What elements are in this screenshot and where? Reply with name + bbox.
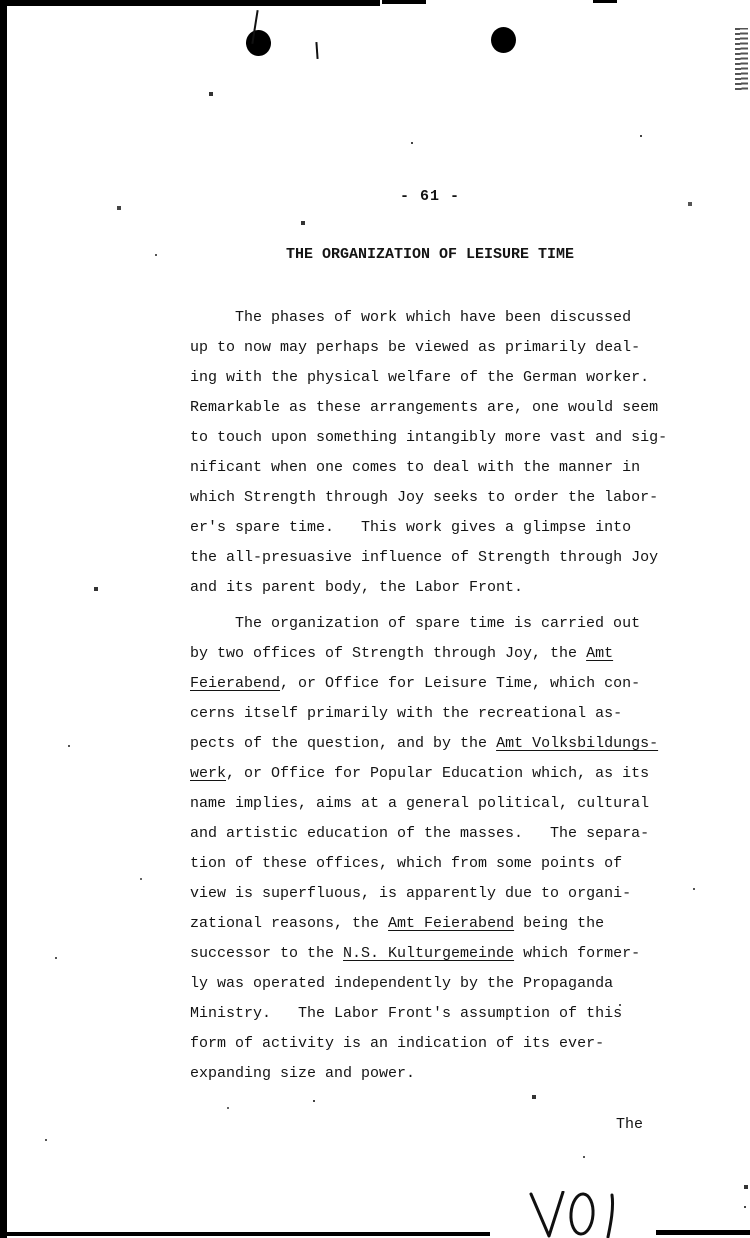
text-line: Remarkable as these arrangements are, one would seem <box>190 399 659 416</box>
top-edge-scan-bar <box>0 0 380 6</box>
text-line: view is superfluous, is apparently due to organi- <box>190 885 632 902</box>
text-line: the all-presuasive influence of Strength through Joy <box>190 549 659 566</box>
handwritten-mark <box>524 1191 646 1238</box>
text-line: successor to the N.S. Kulturgemeinde which former- <box>190 945 641 962</box>
text-line: tion of these offices, which from some points of <box>190 855 623 872</box>
right-edge-smudge <box>735 28 748 92</box>
text-line: up to now may perhaps be viewed as primarily deal- <box>190 339 641 356</box>
hole-punch-right <box>491 27 516 53</box>
text-line: name implies, aims at a general political, cultural <box>190 795 650 812</box>
paragraph <box>190 303 690 603</box>
text-line: zational reasons, the Amt Feierabend being the <box>190 915 605 932</box>
page-number: - 61 - <box>399 188 460 205</box>
text-line: ly was operated independently by the Propaganda <box>190 975 614 992</box>
text-line: ing with the physical welfare of the German worker. <box>190 369 650 386</box>
text-line: by two offices of Strength through Joy, the Amt <box>190 645 614 662</box>
catchword: The <box>616 1116 644 1133</box>
handwritten-v01-strokes <box>524 1191 646 1238</box>
text-line: werk, or Office for Popular Education which, as its <box>190 765 650 782</box>
top-edge-scan-bar-segment <box>382 0 426 4</box>
text-line: to touch upon something intangibly more vast and sig- <box>190 429 668 446</box>
text-line: Feierabend, or Office for Leisure Time, which con- <box>190 675 641 692</box>
top-edge-scan-dash <box>593 0 617 3</box>
text-line: and artistic education of the masses. The separa- <box>190 825 650 842</box>
text-line: and its parent body, the Labor Front. <box>190 579 524 596</box>
text-line: nificant when one comes to deal with the manner in <box>190 459 641 476</box>
left-edge-scan-strip <box>0 0 7 1238</box>
text-line: cerns itself primarily with the recreational as- <box>190 705 623 722</box>
text-line: The organization of spare time is carried out <box>235 615 641 632</box>
page-title: THE ORGANIZATION OF LEISURE TIME <box>285 246 575 263</box>
text-line: expanding size and power. <box>190 1065 416 1082</box>
text-line: The phases of work which have been discussed <box>235 309 632 326</box>
text-line: which Strength through Joy seeks to order the labor- <box>190 489 659 506</box>
text-line: er's spare time. This work gives a glimpse into <box>190 519 632 536</box>
scratch-mark <box>315 42 318 59</box>
text-line: form of activity is an indication of its ever- <box>190 1035 605 1052</box>
paragraph <box>190 609 690 1089</box>
body-text <box>190 303 690 1089</box>
bottom-scan-line-left <box>6 1232 490 1236</box>
text-line: pects of the question, and by the Amt Volksbildungs- <box>190 735 659 752</box>
hole-punch-left <box>245 29 273 57</box>
scan-noise-specks <box>0 0 2 2</box>
text-line: Ministry. The Labor Front's assumption of this <box>190 1005 623 1022</box>
bottom-scan-line-right <box>656 1230 750 1235</box>
